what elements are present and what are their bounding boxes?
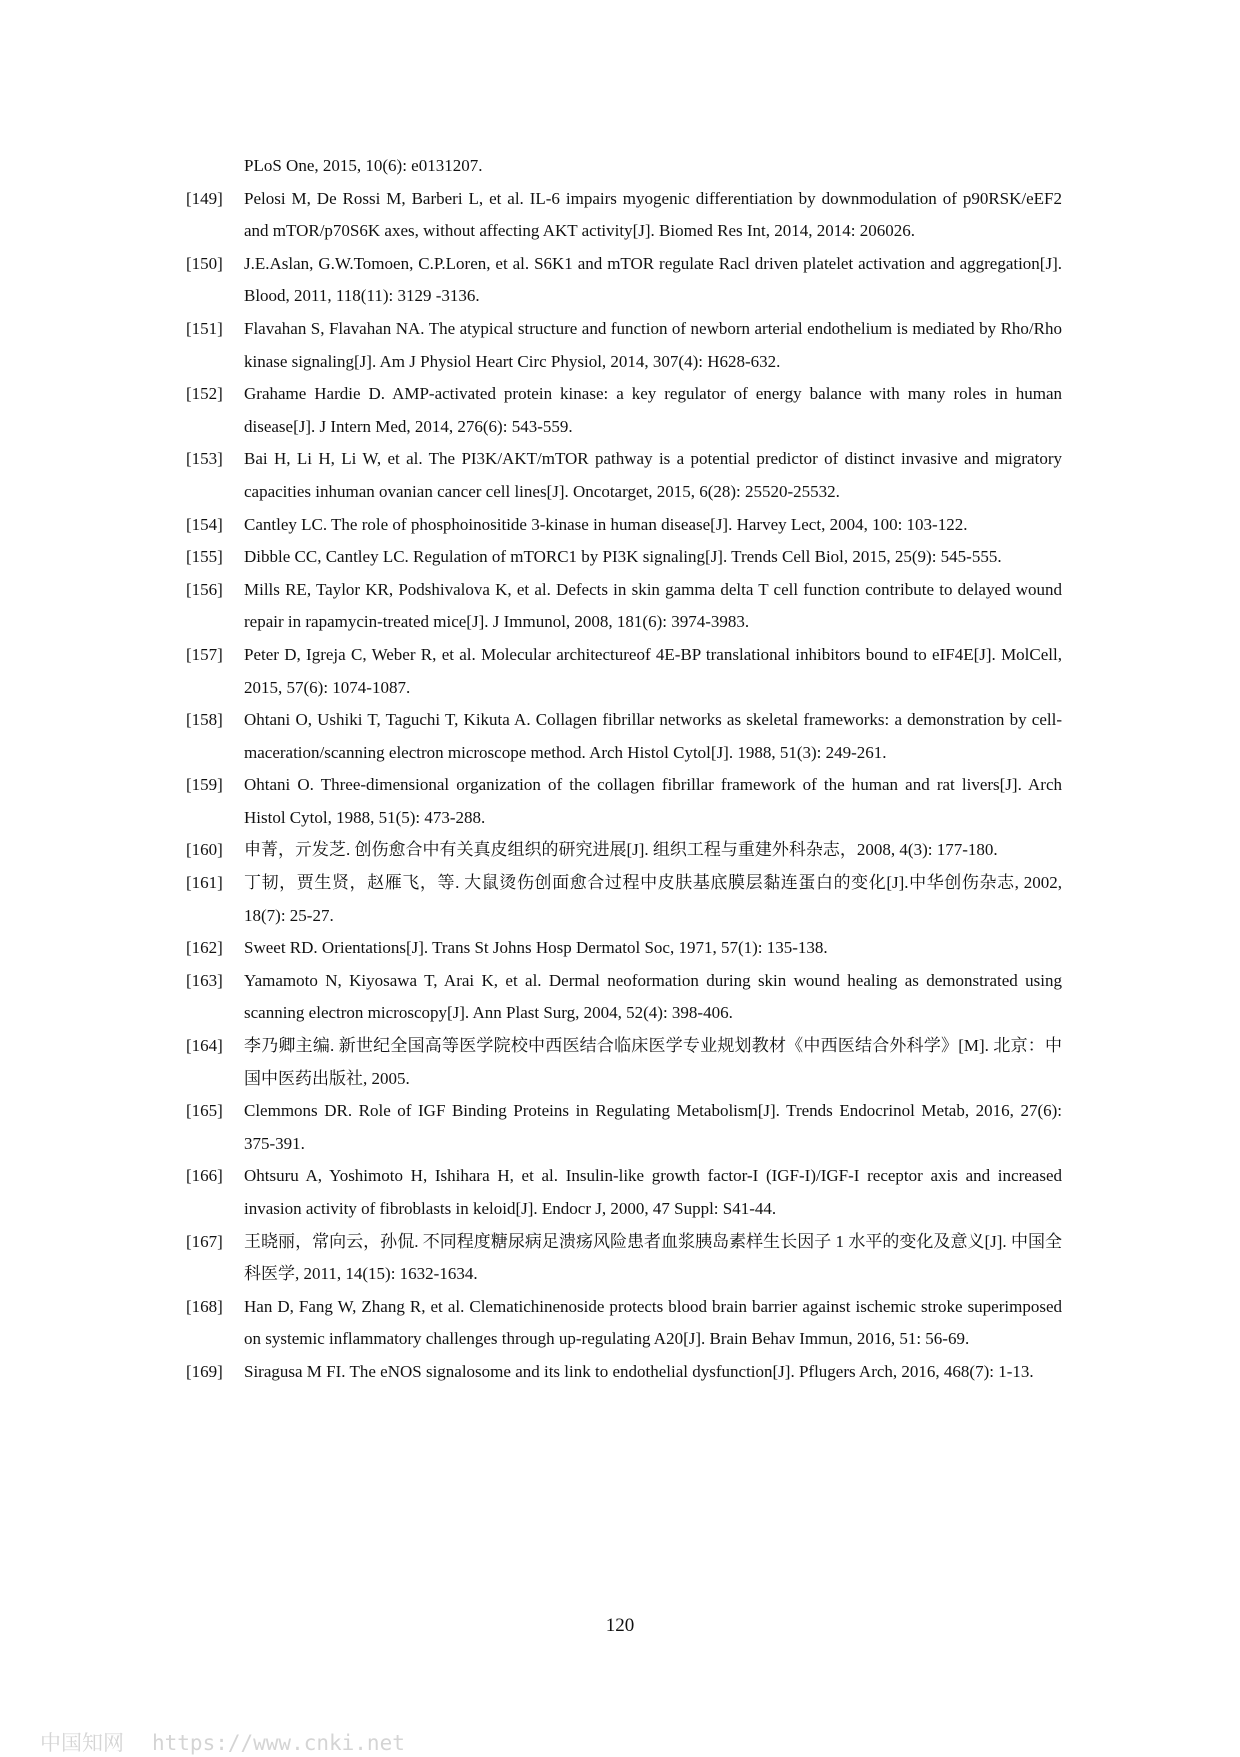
reference-text: Dibble CC, Cantley LC. Regulation of mTORC1 by PI3K signaling[J]. Trends Cell Biol, 2015, 25(9): 545-555. xyxy=(244,547,1002,567)
reference-text: Peter D, Igreja C, Weber R, et al. Molecular architectureof 4E-BP translational inhibitors bound to eIF4E[J]. MolCell, 2015, 57(6): 1074-1087. xyxy=(244,644,1062,697)
reference-text: Clemmons DR. Role of IGF Binding Proteins in Regulating Metabolism[J]. Trends Endocrinol Metab, 2016, 27(6): 375-391. xyxy=(244,1101,1062,1153)
reference-text: Siragusa M FI. The eNOS signalosome and its link to endothelial dysfunction[J]. Pflugers Arch, 2016, 468(7): 1-13. xyxy=(244,1361,1034,1381)
reference-item xyxy=(186,834,1062,867)
reference-text: PLoS One, 2015, 10(6): e0131207. xyxy=(244,156,483,175)
reference-number: [151] xyxy=(186,318,223,338)
reference-text: Sweet RD. Orientations[J]. Trans St Johns Hosp Dermatol Soc, 1971, 57(1): 135-138. xyxy=(244,938,828,958)
reference-text: Yamamoto N, Kiyosawa T, Arai K, et al. Dermal neoformation during skin wound healing as demonstrated using scanning electron microscopy[J]. Ann Plast Surg, 2004, 52(4): 398-406. xyxy=(244,970,1062,1023)
reference-number: [169] xyxy=(186,1361,223,1381)
reference-number: [165] xyxy=(186,1101,223,1121)
reference-number: [163] xyxy=(186,970,223,990)
reference-item xyxy=(186,1095,1062,1160)
reference-number: [166] xyxy=(186,1166,223,1186)
reference-text: Mills RE, Taylor KR, Podshivalova K, et al. Defects in skin gamma delta T cell function contribute to delayed wound repair in rapamycin-treated mice[J]. J Immunol, 2008, 181(6): 3974-3983. xyxy=(244,579,1062,632)
reference-text: Grahame Hardie D. AMP-activated protein kinase: a key regulator of energy balance with many roles in human disease[J]. J Intern Med, 2014, 276(6): 543-559. xyxy=(244,384,1062,436)
reference-number: [162] xyxy=(186,938,223,958)
reference-text: J.E.Aslan, G.W.Tomoen, C.P.Loren, et al. S6K1 and mTOR regulate Racl driven platelet activation and aggregation[J]. Blood, 2011, 118(11): 3129 -3136. xyxy=(244,253,1062,306)
reference-number: [154] xyxy=(186,514,223,534)
reference-text: Ohtani O. Three-dimensional organization of the collagen fibrillar framework of the human and rat livers[J]. Arch Histol Cytol, 1988, 51(5): 473-288. xyxy=(244,775,1062,827)
reference-item xyxy=(186,541,1062,574)
reference-text: 李乃卿主编. 新世纪全国高等医学院校中西医结合临床医学专业规划教材《中西医结合外科学》[M]. 北京：中国中医药出版社, 2005. xyxy=(244,1036,1062,1088)
reference-item xyxy=(186,965,1062,1030)
reference-item xyxy=(186,1356,1062,1389)
reference-text: Cantley LC. The role of phosphoinositide 3-kinase in human disease[J]. Harvey Lect, 2004, 100: 103-122. xyxy=(244,514,968,534)
reference-item xyxy=(186,150,1062,183)
reference-text: Han D, Fang W, Zhang R, et al. Clematichinenoside protects blood brain barrier against ischemic stroke superimposed on systemic inflammatory challenges through up-regulating A20[J]. Brain Behav Immun, 2016, 51: 56-69. xyxy=(244,1296,1062,1349)
reference-list xyxy=(186,150,1062,1389)
reference-text: Ohtsuru A, Yoshimoto H, Ishihara H, et al. Insulin-like growth factor-I (IGF-I)/IGF-I receptor axis and increased invasion activity of fibroblasts in keloid[J]. Endocr J, 2000, 47 Suppl: S41-44. xyxy=(244,1166,1062,1218)
reference-item xyxy=(186,574,1062,639)
reference-item xyxy=(186,867,1062,932)
reference-number: [167] xyxy=(186,1231,223,1251)
reference-number: [155] xyxy=(186,547,223,567)
reference-text: Pelosi M, De Rossi M, Barberi L, et al. IL-6 impairs myogenic differentiation by downmodulation of p90RSK/eEF2 and mTOR/p70S6K axes, without affecting AKT activity[J]. Biomed Res Int, 2014, 2014: 206026. xyxy=(244,188,1062,241)
page-number: 120 xyxy=(605,1615,635,1636)
reference-number: [164] xyxy=(186,1036,223,1056)
reference-number: [149] xyxy=(186,188,223,208)
reference-number: [150] xyxy=(186,253,223,273)
reference-item xyxy=(186,932,1062,965)
reference-text: 丁韧，贾生贤，赵雁飞，等. 大鼠烫伤创面愈合过程中皮肤基底膜层黏连蛋白的变化[J].中华创伤杂志, 2002, 18(7): 25-27. xyxy=(244,873,1062,925)
reference-number: [160] xyxy=(186,840,223,860)
reference-item xyxy=(186,183,1062,248)
reference-number: [152] xyxy=(186,384,223,404)
reference-item xyxy=(186,1291,1062,1356)
reference-number: [153] xyxy=(186,449,223,469)
reference-text: 申菁，亓发芝. 创伤愈合中有关真皮组织的研究进展[J]. 组织工程与重建外科杂志，2008, 4(3): 177-180. xyxy=(244,840,998,860)
reference-number: [161] xyxy=(186,873,223,893)
watermark-brand: 中国知网 xyxy=(40,1731,124,1755)
reference-text: Bai H, Li H, Li W, et al. The PI3K/AKT/mTOR pathway is a potential predictor of distinct invasive and migratory capacities inhuman ovanian cancer cell lines[J]. Oncotarget, 2015, 6(28): 25520-25532. xyxy=(244,449,1062,501)
reference-number: [156] xyxy=(186,579,223,599)
reference-item xyxy=(186,509,1062,542)
reference-text: Flavahan S, Flavahan NA. The atypical structure and function of newborn arterial endothelium is mediated by Rho/Rho kinase signaling[J]. Am J Physiol Heart Circ Physiol, 2014, 307(4): H628-632. xyxy=(244,318,1062,371)
reference-item xyxy=(186,378,1062,443)
reference-item xyxy=(186,443,1062,508)
reference-number: [157] xyxy=(186,644,223,664)
reference-item xyxy=(186,1160,1062,1225)
reference-number: [158] xyxy=(186,710,223,730)
reference-number: [168] xyxy=(186,1296,223,1316)
reference-item xyxy=(186,1030,1062,1095)
reference-item xyxy=(186,248,1062,313)
reference-item xyxy=(186,1226,1062,1291)
reference-text: 王晓丽，常向云，孙侃. 不同程度糖尿病足溃疡风险患者血浆胰岛素样生长因子 1 水平的变化及意义[J]. 中国全科医学, 2011, 14(15): 1632-1634. xyxy=(244,1231,1062,1284)
reference-item xyxy=(186,704,1062,769)
reference-text: Ohtani O, Ushiki T, Taguchi T, Kikuta A. Collagen fibrillar networks as skeletal frameworks: a demonstration by cell-maceration/scanning electron microscope method. Arch Histol Cytol[J]. 1988, 51(3): 249-261. xyxy=(244,710,1062,762)
reference-number: [159] xyxy=(186,775,223,795)
watermark-url: https://www.cnki.net xyxy=(152,1731,405,1755)
watermark xyxy=(40,1727,405,1757)
reference-item xyxy=(186,639,1062,704)
reference-item xyxy=(186,313,1062,378)
reference-item xyxy=(186,769,1062,834)
